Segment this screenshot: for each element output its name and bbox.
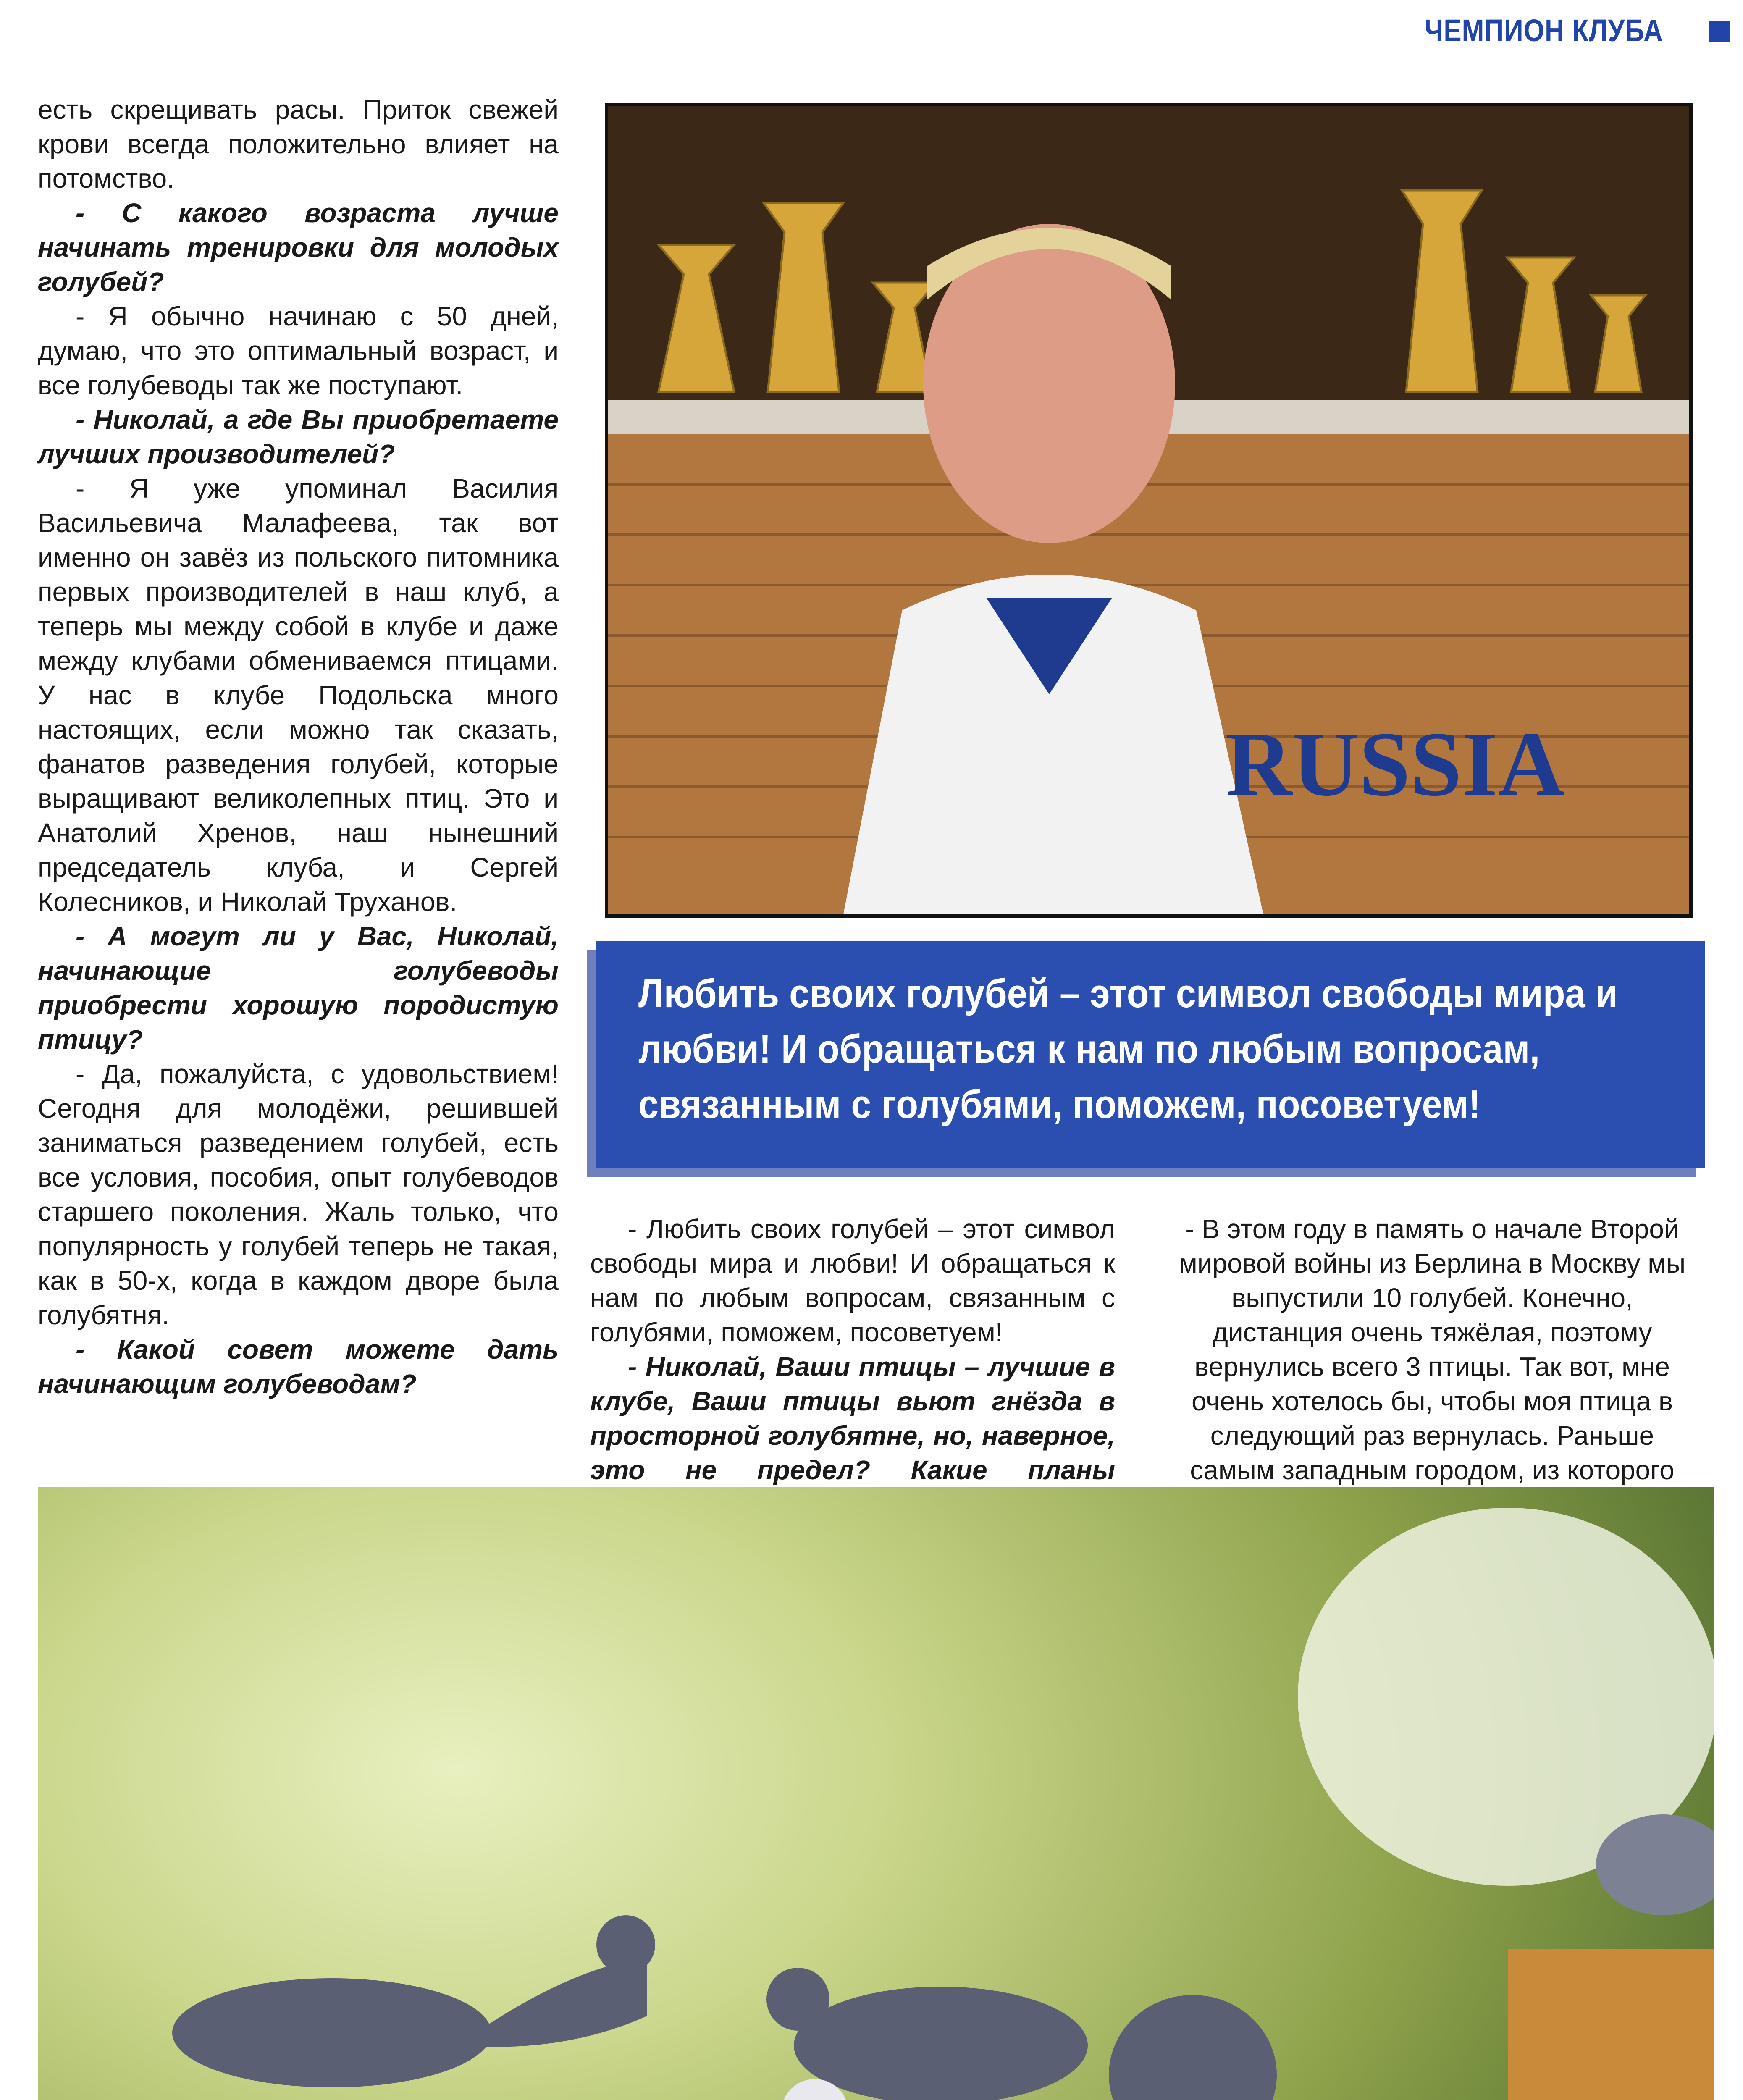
section-header: ЧЕМПИОН КЛУБА (1424, 13, 1663, 48)
portrait-photo (605, 103, 1693, 918)
interview-question: - Какой совет можете дать начинающим голубеводам? (38, 1334, 559, 1399)
interview-question: - Николай, Ваши птицы – лучшие в клубе, Ваши птицы вьют гнёзда в просторной голубятне, но, наверное, это не предел? Какие планы (590, 1352, 1115, 1485)
interview-answer: - Любить своих голубей – этот символ свободы мира и любви! И обращаться к нам по любым вопросам, связанным с голубями, поможем, посоветуем! (590, 1214, 1115, 1347)
portrait-illustration (608, 106, 1689, 914)
pigeons-photo (38, 1487, 1714, 2100)
interview-question: - Николай, а где Вы приобретаете лучших производителей? (38, 404, 559, 469)
interview-question: - А могут ли у Вас, Николай, начинающие голубеводы приобрести хорошую породистую птицу? (38, 921, 559, 1055)
interview-answer: - Я уже упоминал Василия Васильевича Малафеева, так вот именно он завёз из польского питомника первых производителей в наш клуб, а теперь мы между собой в клубе и даже между клубами обмениваемся птицами. У нас в клубе Подольска много настоящих, если можно так сказать, фанатов разведения голубей, которые выращивают великолепных птиц. Это и Анатолий Хренов, наш нынешний председатель клуба, и Сергей Колесников, и Николай Труханов. (38, 473, 559, 917)
interview-answer: есть скрещивать расы. Приток свежей крови всегда положительно влияет на потомство. (38, 94, 559, 194)
pigeons-illustration (38, 1487, 1714, 2100)
jacket-text: RUSSIA (1226, 713, 1564, 815)
interview-answer: - В этом году в память о начале Второй мировой войны из Берлина в Москву мы выпустили 10 голубей. Конечно, дистанция очень тяжёлая, поэтому вернулись всего 3 птицы. Так вот, мне очень хотелось бы, чтобы моя птица в следующий раз вернулась. Раньше самым западным городом, из которого (1179, 1214, 1686, 1485)
interview-answer: - Я обычно начинаю с 50 дней, думаю, что это оптимальный возраст, и все голубеводы так же поступают. (38, 301, 559, 400)
column-1 (38, 92, 559, 1401)
pull-quote-text: Любить своих голубей – этот символ свободы мира и любви! И обращаться к нам по любым вопросам, связанным с голубями, поможем, посоветуем! (638, 971, 1618, 1127)
column-2 (590, 1212, 1115, 1522)
pull-quote (596, 941, 1705, 1168)
interview-question: - С какого возраста лучше начинать тренировки для молодых голубей? (38, 198, 559, 297)
interview-answer: - Да, пожалуйста, с удовольствием! Сегодня для молодёжи, решившей заниматься разведением голубей, есть все условия, пособия, опыт голубеводов старшего поколения. Жаль только, что популярность у голубей теперь не такая, как в 50-х, когда в каждом дворе была голубятня. (38, 1059, 559, 1330)
header-marker (1709, 21, 1730, 42)
